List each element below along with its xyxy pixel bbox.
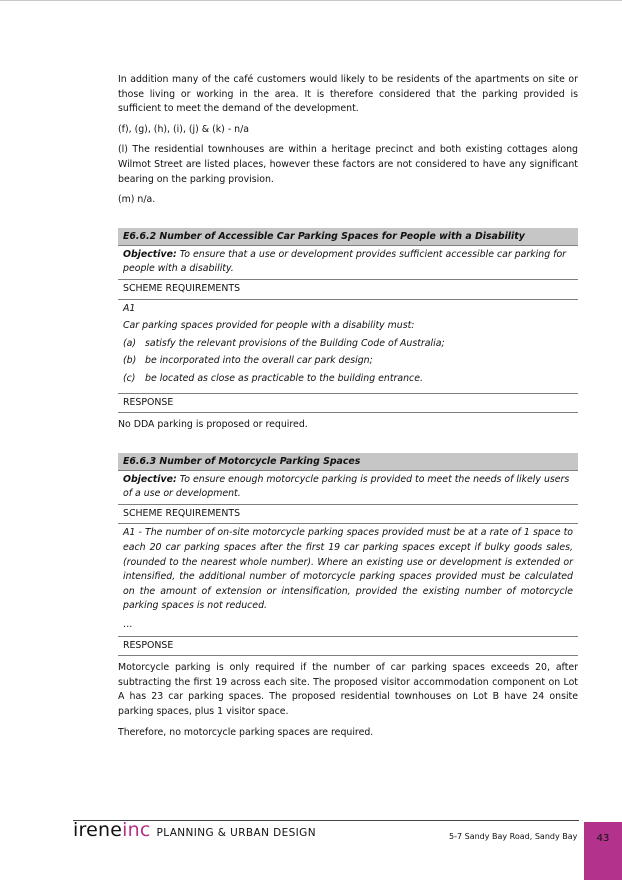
response-label: RESPONSE bbox=[118, 394, 578, 414]
ellipsis: … bbox=[123, 619, 133, 631]
footer-address: 5-7 Sandy Bay Road, Sandy Bay bbox=[449, 832, 578, 841]
list-item-key: (b) bbox=[123, 355, 137, 367]
objective-text: To ensure enough motorcycle parking is provided to meet the needs of likely users of a use or development. bbox=[123, 473, 570, 500]
conclusion-text: Therefore, no motorcycle parking spaces are required. bbox=[118, 726, 374, 738]
intro-paragraph-2: (f), (g), (h), (i), (j) & (k) - n/a bbox=[118, 123, 250, 135]
logo-text-part1: irene bbox=[73, 819, 123, 841]
intro-paragraph-1: In addition many of the café customers would likely to be residents of the apartments on site or those living or working in the area. It is therefore considered that the parking provided is sufficient to meet the demand of the development. bbox=[118, 74, 578, 115]
list-item-key: (c) bbox=[123, 372, 136, 384]
section-objective bbox=[118, 246, 578, 280]
response-text: Motorcycle parking is only required if the number of car parking spaces exceeds 20, after subtracting the first 19 across each site. The proposed visitor accommodation component on Lot A has 23 car parking spaces. The proposed residential townhouses on Lot B have 24 onsite parking spaces, plus 1 visitor space. bbox=[118, 662, 578, 717]
top-rule bbox=[0, 0, 622, 1]
objective-text: To ensure that a use or development provides sufficient accessible car parking for people with a disability. bbox=[123, 248, 567, 275]
section-accessible-parking bbox=[118, 228, 578, 433]
intro-paragraph-3: (l) The residential townhouses are within a heritage precinct and both existing cottages along Wilmot Street are listed places, however these factors are not considered to have any significant bearing on the parking provision. bbox=[118, 144, 578, 185]
section-heading: E6.6.3 Number of Motorcycle Parking Spaces bbox=[118, 453, 578, 471]
logo-tagline: PLANNING & URBAN DESIGN bbox=[156, 827, 316, 839]
list-item bbox=[123, 372, 573, 387]
list-item-key: (a) bbox=[123, 337, 137, 349]
section-heading: E6.6.2 Number of Accessible Car Parking Spaces for People with a Disability bbox=[118, 228, 578, 246]
list-item-text: be incorporated into the overall car park design; bbox=[145, 355, 373, 367]
requirement-intro: Car parking spaces provided for people with a disability must: bbox=[123, 320, 415, 332]
list-item bbox=[123, 337, 573, 352]
section-motorcycle-parking bbox=[118, 453, 578, 741]
list-item-text: satisfy the relevant provisions of the Building Code of Australia; bbox=[145, 337, 445, 349]
a1-requirement-text: A1 - The number of on-site motorcycle parking spaces provided must be at a rate of 1 space to each 20 car parking spaces after the first 19 car parking spaces except if bulky goods sales, (rounded to the nearest whole number). Where an existing use or development is extended or intensified, the additional number of motorcycle parking spaces provided must be calculated on the amount of extension or intensification, provided the existing number of motorcycle parking spaces is not reduced. bbox=[123, 527, 573, 612]
a1-label: A1 bbox=[123, 302, 136, 314]
logo-text-part2: inc bbox=[122, 819, 151, 841]
page-content bbox=[118, 73, 578, 740]
objective-label: Objective: bbox=[123, 248, 177, 260]
requirement-body bbox=[118, 524, 578, 636]
scheme-requirements-label: SCHEME REQUIREMENTS bbox=[118, 505, 578, 525]
objective-label: Objective: bbox=[123, 473, 177, 485]
response-text: No DDA parking is proposed or required. bbox=[118, 419, 308, 431]
intro-paragraph-4: (m) n/a. bbox=[118, 194, 156, 206]
company-logo bbox=[73, 819, 316, 847]
list-item bbox=[123, 354, 573, 369]
response-label: RESPONSE bbox=[118, 637, 578, 657]
requirement-body bbox=[118, 300, 578, 394]
page-number: 43 bbox=[596, 833, 610, 844]
section-objective bbox=[118, 471, 578, 505]
list-item-text: be located as close as practicable to the building entrance. bbox=[145, 372, 423, 384]
page-number-box bbox=[584, 822, 622, 880]
scheme-requirements-label: SCHEME REQUIREMENTS bbox=[118, 280, 578, 300]
